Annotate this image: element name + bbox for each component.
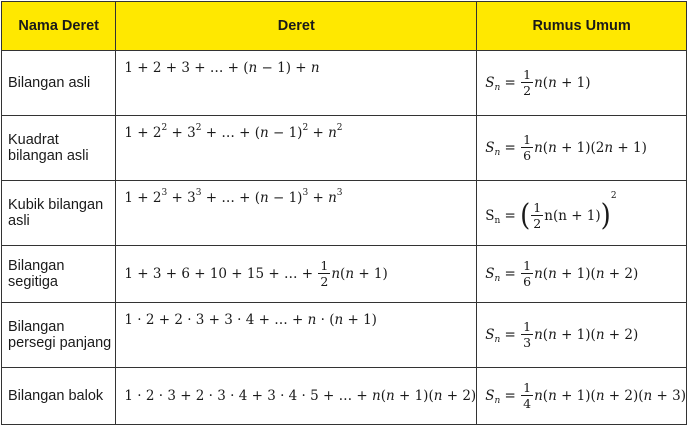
formula-cell (477, 181, 687, 246)
series-cell (116, 181, 477, 246)
series-cell (116, 246, 477, 303)
formula-expression: $S_n$ = ( $\frac{1}{2}$ n(n + 1))$^2$ (485, 190, 617, 234)
formula-expression: $S_n$ = $\frac{1}{6}$ n(n + 1)(2n + 1) (485, 131, 647, 163)
table-row (2, 181, 687, 246)
table-row (2, 368, 687, 425)
table-row (2, 116, 687, 181)
series-cell (116, 51, 477, 116)
row-name: Kubik bilangan asli (2, 181, 116, 246)
series-table (1, 1, 687, 425)
series-cell (116, 368, 477, 425)
series-expression: 1 + 3 + 6 + 10 + 15 + … + $\frac{1}{2}$ n(n + 1) (124, 257, 388, 289)
header-name: Nama Deret (2, 2, 116, 51)
row-name: Bilangan persegi panjang (2, 303, 116, 368)
series-expression: $1 + 2^3 + 3^3$ + … + $(n - 1)^3 + n^3$ (124, 188, 343, 206)
formula-expression: $S_n$ = $\frac{1}{2}$ n(n + 1) (485, 66, 591, 98)
row-name: Bilangan segitiga (2, 246, 116, 303)
row-name: Bilangan balok (2, 368, 116, 425)
series-expression: 1 + 2 + 3 + … + (n − 1) + n (124, 60, 320, 76)
formula-cell (477, 116, 687, 181)
header-formula: Rumus Umum (477, 2, 687, 51)
formula-cell (477, 303, 687, 368)
header-series: Deret (116, 2, 477, 51)
series-cell (116, 116, 477, 181)
series-expression: 1 · 2 · 3 + 2 · 3 · 4 + 3 · 4 · 5 + … + n(n + 1)(n + 2) (124, 388, 477, 404)
formula-expression: $S_n$ = $\frac{1}{3}$ n(n + 1)(n + 2) (485, 318, 639, 350)
formula-cell (477, 51, 687, 116)
row-name: Kuadrat bilangan asli (2, 116, 116, 181)
formula-cell (477, 246, 687, 303)
series-cell (116, 303, 477, 368)
formula-cell (477, 368, 687, 425)
table-row (2, 303, 687, 368)
table-row (2, 51, 687, 116)
series-expression: 1 · 2 + 2 · 3 + 3 · 4 + … + n · (n + 1) (124, 312, 377, 328)
header-row (2, 2, 687, 51)
formula-expression: $S_n$ = $\frac{1}{4}$ n(n + 1)(n + 2)(n + 3) (485, 379, 686, 411)
table-row (2, 246, 687, 303)
formula-expression: $S_n$ = $\frac{1}{6}$ n(n + 1)(n + 2) (485, 257, 639, 289)
series-expression: $1 + 2^2 + 3^2$ + … + $(n - 1)^2 + n^2$ (124, 123, 343, 141)
row-name: Bilangan asli (2, 51, 116, 116)
